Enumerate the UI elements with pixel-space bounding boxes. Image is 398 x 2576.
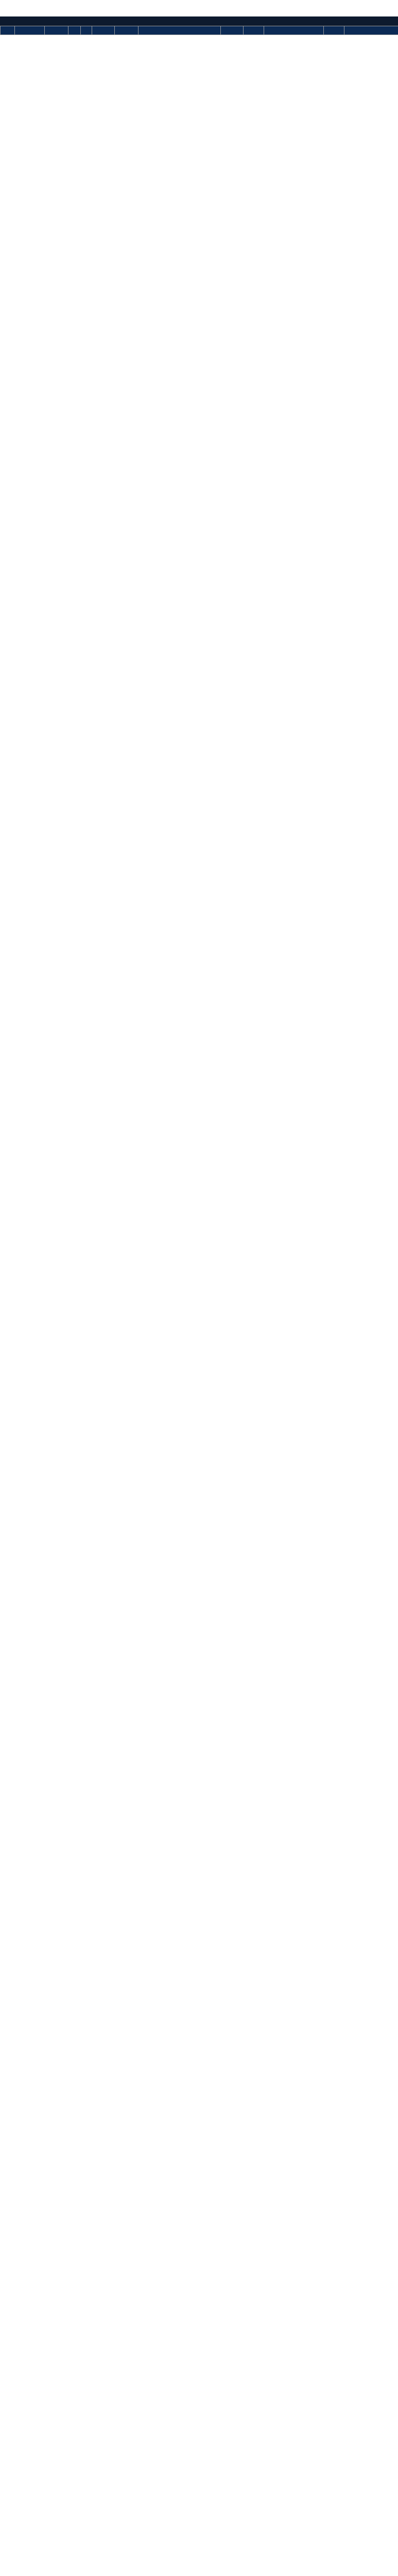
column-header [139, 26, 221, 35]
column-header [115, 26, 139, 35]
column-header [92, 26, 115, 35]
column-header [45, 26, 68, 35]
note-line-2 [0, 8, 398, 16]
column-header [68, 26, 81, 35]
column-header [244, 26, 264, 35]
column-header [324, 26, 344, 35]
note-line-1 [0, 0, 398, 8]
column-header [1, 26, 15, 35]
column-header [221, 26, 244, 35]
column-header [15, 26, 45, 35]
page-title [0, 16, 398, 26]
column-header [264, 26, 324, 35]
table-header-row [1, 26, 398, 35]
column-header [344, 26, 398, 35]
stock-table [0, 26, 398, 35]
column-header [81, 26, 92, 35]
